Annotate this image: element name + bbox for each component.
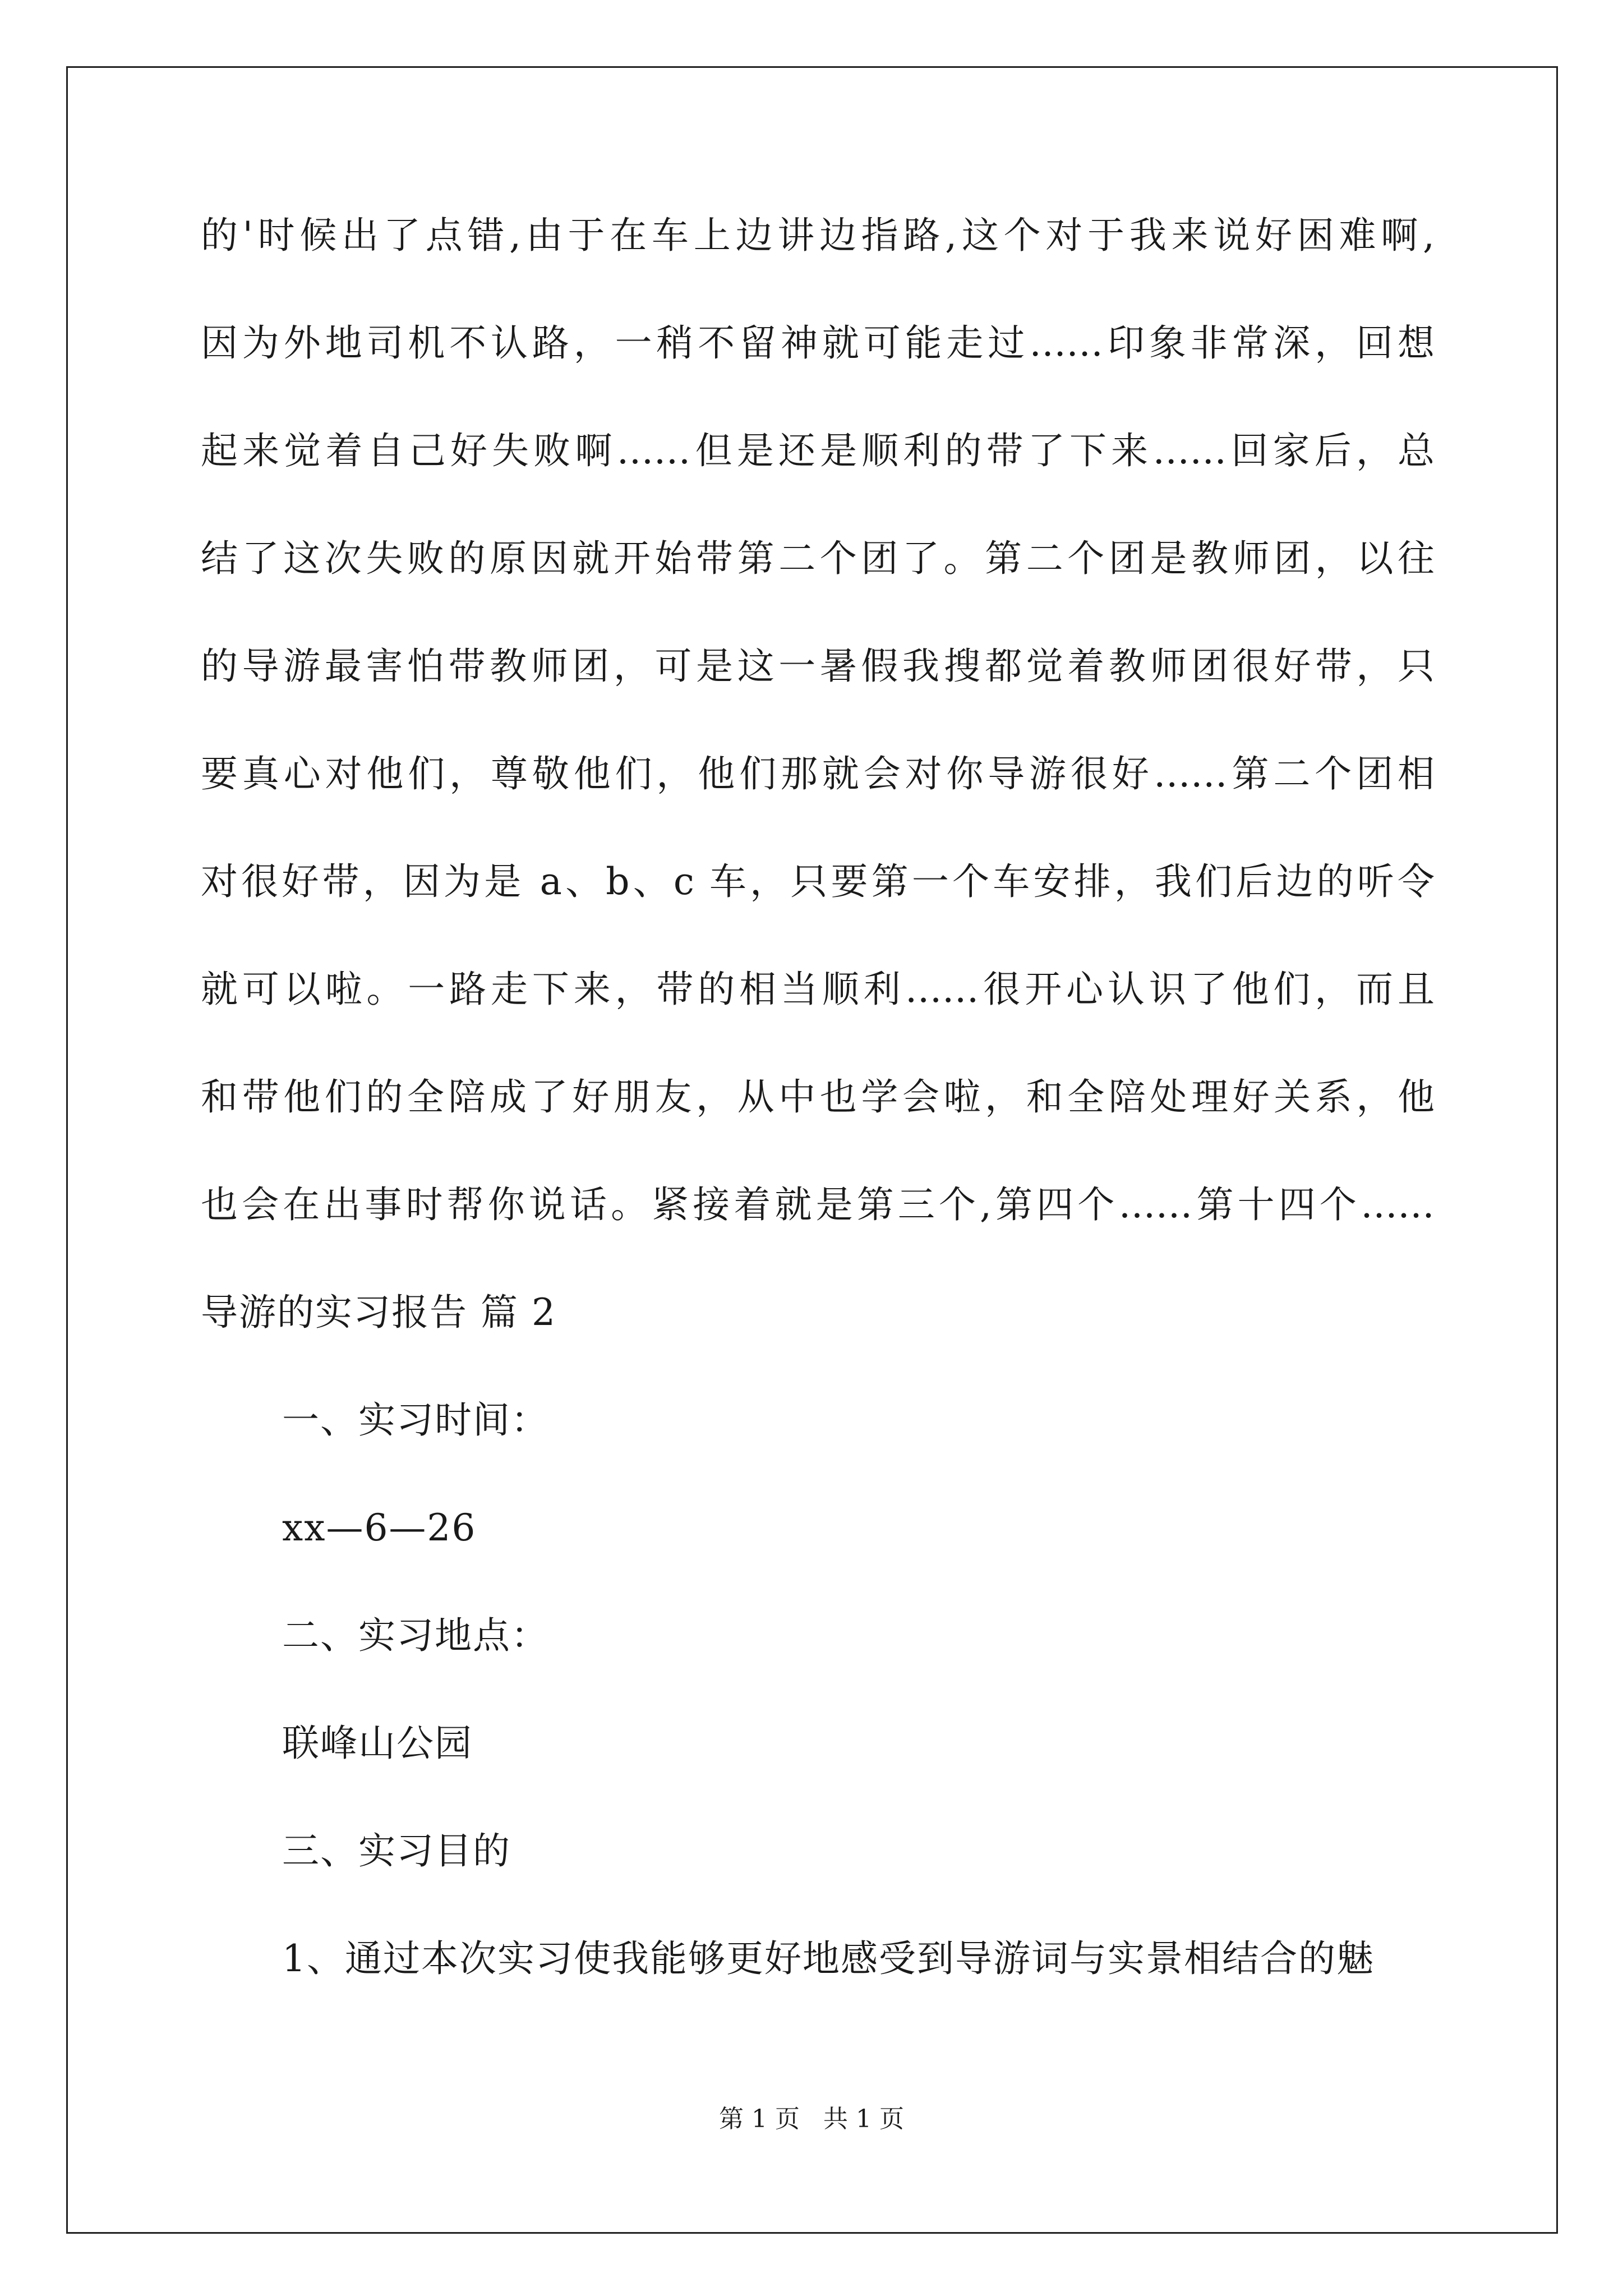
page-footer [0,2102,1623,2136]
purpose-item-1: 1、通过本次实习使我能够更好地感受到导游词与实景相结合的魅 [282,1937,1375,1980]
paragraph-line-6: 要真心对他们，尊敬他们，他们那就会对你导游很好……第二个团相 [201,752,1435,795]
document-body [201,209,1435,2040]
paragraph-line-9: 和带他们的全陪成了好朋友，从中也学会啦，和全陪处理好关系，他 [201,1075,1435,1119]
place-heading: 二、实习地点： [282,1614,549,1657]
section-title: 导游的实习报告 篇 2 [201,1291,556,1334]
page-total: 共 1 页 [823,2105,904,2133]
time-heading: 一、实习时间： [282,1398,549,1442]
purpose-heading: 三、实习目的 [282,1829,511,1872]
place-value: 联峰山公园 [282,1722,473,1765]
time-value: xx—6—26 [282,1506,477,1549]
paragraph-line-3: 起来觉着自己好失败啊……但是还是顺利的带了下来……回家后，总 [201,429,1435,472]
paragraph-line-7: 对很好带，因为是 a、b、c 车，只要第一个车安排，我们后边的听令 [201,860,1435,903]
paragraph-line-8: 就可以啦。一路走下来，带的相当顺利……很开心认识了他们，而且 [201,968,1435,1011]
page-number: 第 1 页 [719,2105,800,2133]
paragraph-line-1: 的'时候出了点错,由于在车上边讲边指路,这个对于我来说好困难啊, [201,214,1435,257]
paragraph-line-2: 因为外地司机不认路，一稍不留神就可能走过……印象非常深，回想 [201,321,1435,365]
paragraph-line-10: 也会在出事时帮你说话。紧接着就是第三个,第四个……第十四个…… [201,1183,1435,1226]
paragraph-line-5: 的导游最害怕带教师团，可是这一暑假我搜都觉着教师团很好带，只 [201,645,1435,688]
paragraph-line-4: 结了这次失败的原因就开始带第二个团了。第二个团是教师团，以往 [201,537,1435,580]
